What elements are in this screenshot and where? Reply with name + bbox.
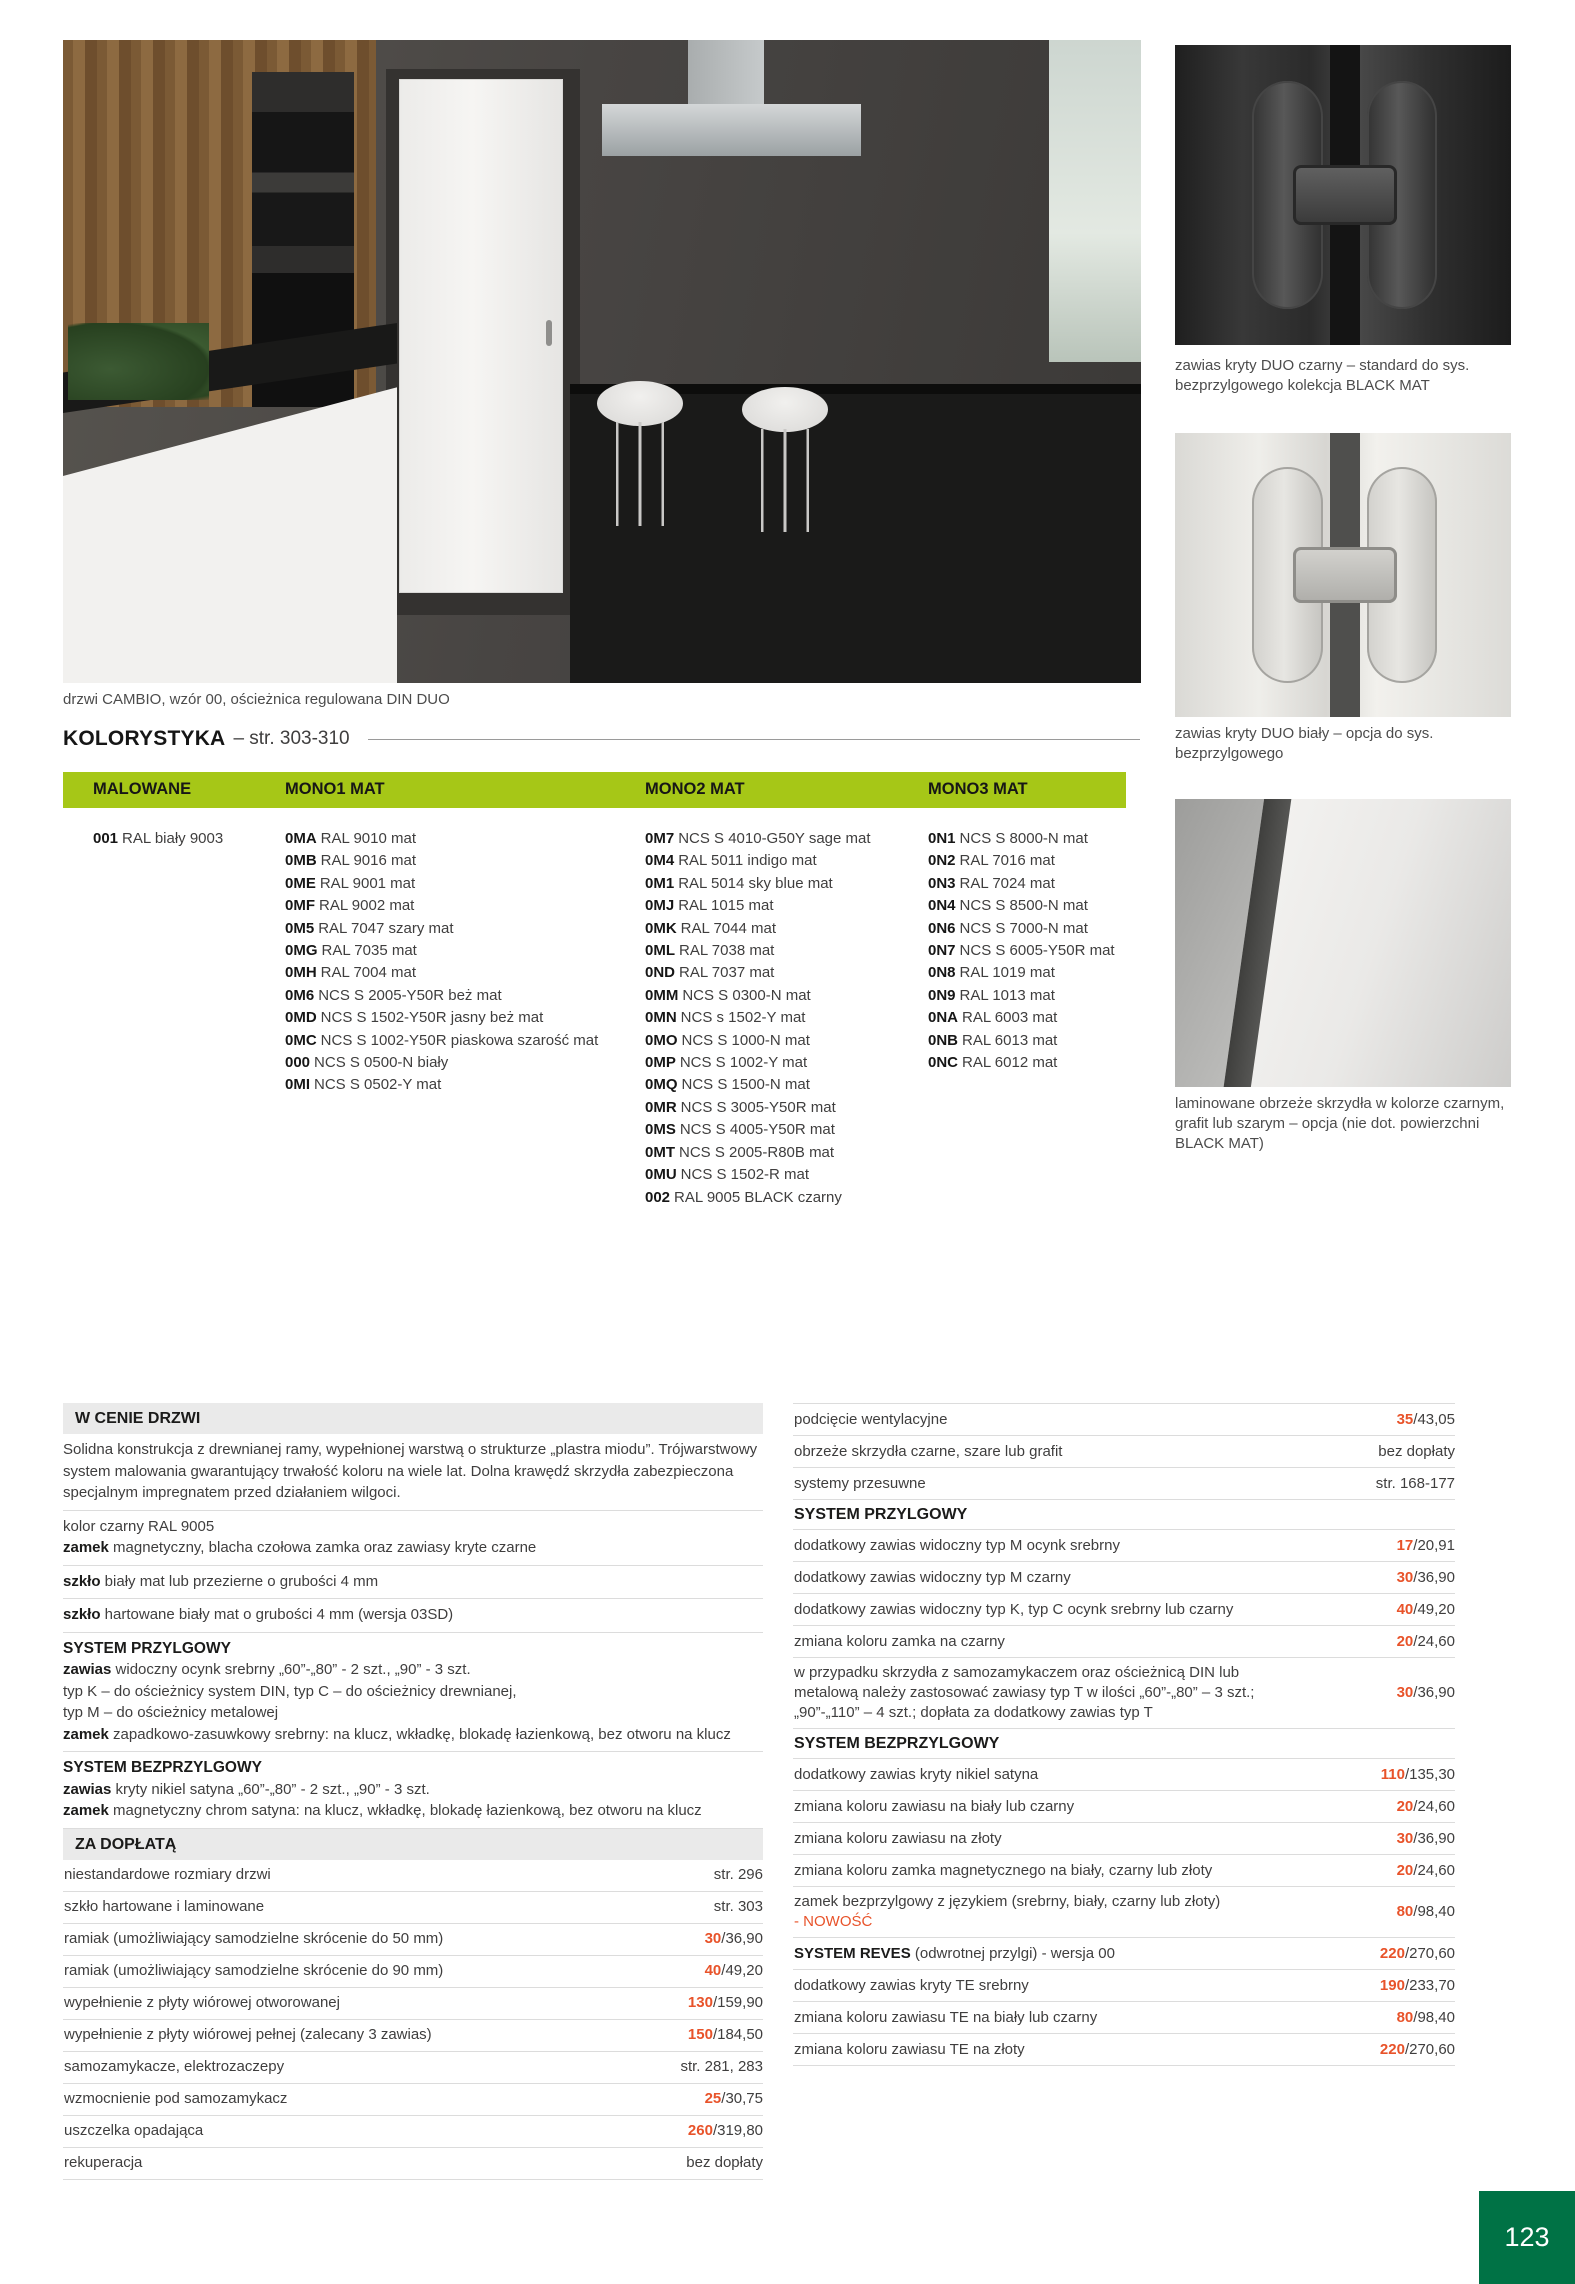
price-row — [793, 1658, 1455, 1729]
color-desc: NCS S 1500-N mat — [681, 1076, 810, 1094]
price-row-label: zmiana koloru zamka magnetycznego na biały, czarny lub złoty — [794, 1861, 1213, 1879]
price-amount: 30 — [1396, 1829, 1414, 1847]
color-code: 0MG — [285, 942, 318, 960]
info-line-bold: zamek — [63, 1539, 109, 1556]
price-row — [63, 1892, 763, 1924]
price-amount: 20 — [1396, 1632, 1414, 1650]
color-code: 0MN — [645, 1009, 677, 1027]
hinge-link — [1293, 547, 1397, 604]
price-row-label: ramiak (umożliwiający samodzielne skrócenie do 90 mm) — [64, 1962, 444, 1979]
price-row-label: wypełnienie z płyty wiórowej pełnej (zalecany 3 zawias) — [64, 2026, 432, 2043]
color-desc: NCS S 4010-G50Y sage mat — [678, 830, 871, 847]
color-desc: NCS S 1502-Y50R jasny beż mat — [320, 1009, 544, 1027]
price-row-value: str. 296 — [713, 1866, 763, 1883]
color-item — [928, 1007, 1115, 1029]
color-code: 0N9 — [928, 986, 956, 1004]
price-amount: 35 — [1396, 1410, 1414, 1428]
color-item — [645, 1052, 871, 1074]
color-code: 0MR — [645, 1098, 677, 1116]
color-item — [645, 1187, 871, 1209]
color-table — [63, 772, 1126, 1238]
info-line-bold: szkło — [63, 1606, 101, 1623]
color-desc: NCS S 1000-N mat — [681, 1031, 810, 1049]
color-code: 0MU — [645, 1166, 677, 1184]
hinge-photo-white — [1175, 433, 1511, 717]
price-row — [793, 2002, 1455, 2034]
price-row-label: dodatkowy zawias widoczny typ M ocynk srebrny — [794, 1536, 1120, 1554]
info-line: szkło hartowane biały mat o grubości 4 mm (wersja 03SD) — [63, 1606, 454, 1623]
price-amount: 20 — [1396, 1797, 1414, 1815]
price-row — [793, 1887, 1455, 1938]
color-item — [928, 985, 1115, 1007]
color-code: 0MT — [645, 1143, 675, 1161]
price-row — [793, 2034, 1455, 2066]
color-desc: NCS S 1002-Y mat — [679, 1054, 808, 1072]
price-row-value: str. 168-177 — [1375, 1474, 1455, 1492]
color-code: 0ME — [285, 874, 316, 892]
color-item — [928, 850, 1115, 872]
color-code: 0NA — [928, 1009, 959, 1027]
price-row-label: podcięcie wentylacyjne — [794, 1410, 948, 1428]
color-item — [645, 1074, 871, 1096]
color-desc: NCS S 2005-R80B mat — [679, 1143, 835, 1161]
price-amount: 110 — [1380, 1765, 1405, 1783]
price-row-value: 20/24,60 — [1396, 1861, 1455, 1879]
white-cabinets — [63, 387, 397, 683]
hood-chimney — [688, 40, 763, 108]
color-item — [285, 1052, 598, 1074]
color-desc: RAL 6012 mat — [962, 1054, 1058, 1072]
color-item — [285, 873, 598, 895]
info-line: zawias kryty nikiel satyna „60”-„80” - 2 szt., „90” - 3 szt. — [63, 1780, 430, 1798]
color-desc: RAL 9010 mat — [320, 830, 417, 847]
color-column-header: MALOWANE — [93, 780, 192, 798]
info-group — [63, 1599, 763, 1633]
kolorystyka-heading — [63, 727, 1140, 751]
color-column-header: MONO3 MAT — [928, 780, 1028, 798]
price-row — [793, 1626, 1455, 1658]
price-row — [793, 1970, 1455, 2002]
color-code: 0NC — [928, 1054, 959, 1072]
surcharge-header: ZA DOPŁATĄ — [63, 1829, 763, 1860]
info-line: SYSTEM BEZPRZYLGOWY — [63, 1759, 262, 1776]
price-row — [793, 1823, 1455, 1855]
price-row — [793, 1855, 1455, 1887]
color-desc: NCS S 0502-Y mat — [314, 1076, 442, 1094]
color-item — [928, 895, 1115, 917]
color-item — [928, 828, 1115, 850]
price-row — [793, 1594, 1455, 1626]
color-desc: NCS S 4005-Y50R mat — [679, 1121, 835, 1139]
price-amount: 220 — [1379, 2040, 1405, 2058]
color-table-header — [63, 772, 1126, 808]
color-item — [645, 1164, 871, 1186]
color-item — [645, 850, 871, 872]
color-desc: RAL 1019 mat — [959, 964, 1055, 982]
subsection-header: SYSTEM BEZPRZYLGOWY — [793, 1729, 1455, 1759]
color-code: 0MA — [285, 830, 317, 847]
info-line-bold: zamek — [63, 1725, 109, 1743]
price-row — [63, 2116, 763, 2148]
price-row-label: wzmocnienie pod samozamykacz — [64, 2090, 288, 2107]
hinge-black-caption: zawias kryty DUO czarny – standard do sys. bezprzylgowego kolekcja BLACK MAT — [1175, 357, 1470, 394]
price-row — [793, 1759, 1455, 1791]
price-amount: 30 — [1396, 1684, 1414, 1701]
color-item — [285, 895, 598, 917]
color-code: 0M4 — [645, 852, 675, 870]
color-item — [645, 828, 871, 850]
color-item — [928, 1052, 1115, 1074]
color-desc: NCS S 2005-Y50R beż mat — [318, 986, 502, 1004]
color-code: 0ML — [645, 942, 675, 960]
price-amount: 17 — [1396, 1536, 1414, 1554]
info-line: zamek zapadkowo-zasuwkowy srebrny: na klucz, wkładkę, blokadę łazienkową, bez otworu na klucz — [63, 1725, 731, 1743]
color-item — [645, 873, 871, 895]
color-item — [928, 918, 1115, 940]
price-row-value: 220/270,60 — [1379, 2040, 1455, 2058]
price-row-value: str. 281, 283 — [680, 2058, 763, 2075]
color-code: 002 — [645, 1188, 671, 1206]
color-item — [928, 873, 1115, 895]
color-code: 0MQ — [645, 1076, 678, 1094]
cooker-hood — [602, 104, 861, 155]
included-header: W CENIE DRZWI — [63, 1403, 763, 1434]
color-desc: RAL 1013 mat — [959, 986, 1055, 1004]
color-desc: RAL biały 9003 — [122, 830, 224, 847]
color-item — [645, 985, 871, 1007]
info-line: Solidna konstrukcja z drewnianej ramy, wypełnionej warstwą o strukturze „plastra miodu”. Trójwarstwowy system malowania gwarantujący trwałość koloru na wiele lat. Dolna krawędź skrzydła zabezpieczona specjalnym impregnatem przed działaniem wilgoci. — [63, 1441, 758, 1501]
price-row-value: 220/270,60 — [1379, 1944, 1455, 1962]
price-amount: 190 — [1379, 1976, 1405, 1994]
color-item — [645, 1142, 871, 1164]
color-code: 0MC — [285, 1031, 317, 1049]
color-code: 0MM — [645, 986, 679, 1004]
color-code: 0M6 — [285, 986, 315, 1004]
price-row — [63, 2084, 763, 2116]
color-desc: RAL 6003 mat — [962, 1009, 1058, 1027]
price-row-value: 35/43,05 — [1396, 1410, 1455, 1428]
color-code: 0N1 — [928, 830, 956, 847]
info-group — [63, 1633, 763, 1753]
price-row-label: ramiak (umożliwiający samodzielne skrócenie do 50 mm) — [64, 1930, 444, 1947]
price-row — [63, 1956, 763, 1988]
price-row — [793, 1468, 1455, 1500]
color-item — [928, 962, 1115, 984]
hinge-photo-black — [1175, 45, 1511, 345]
price-amount: 30 — [1396, 1568, 1414, 1586]
price-row-value: 80/98,40 — [1396, 1903, 1455, 1920]
price-amount: 30 — [704, 1930, 722, 1947]
price-amount: 260 — [687, 2122, 713, 2139]
section-title: KOLORYSTYKA — [63, 727, 226, 750]
price-row-value: bez dopłaty — [686, 2154, 763, 2171]
color-column — [645, 828, 871, 1209]
info-line-bold: zamek — [63, 1802, 109, 1819]
price-row-value: 25/30,75 — [704, 2090, 763, 2107]
price-row — [63, 1988, 763, 2020]
color-desc: NCS S 7000-N mat — [959, 919, 1088, 937]
price-row-label: SYSTEM REVES (odwrotnej przylgi) - wersja 00 — [794, 1944, 1115, 1962]
info-line: SYSTEM PRZYLGOWY — [63, 1639, 231, 1657]
price-row — [63, 1860, 763, 1892]
color-code: 0MS — [645, 1121, 676, 1139]
color-code: 0MD — [285, 1009, 317, 1027]
color-item — [645, 1119, 871, 1141]
info-group — [63, 1566, 763, 1600]
price-row-value: 20/24,60 — [1396, 1797, 1455, 1815]
color-desc: RAL 5011 indigo mat — [678, 852, 817, 870]
price-row-label: zmiana koloru zawiasu TE na biały lub czarny — [794, 2008, 1098, 2026]
new-badge: - NOWOŚĆ — [794, 1913, 873, 1930]
price-row-value: 190/233,70 — [1379, 1976, 1455, 1994]
bar-stool — [597, 381, 683, 426]
price-row-label: dodatkowy zawias kryty TE srebrny — [794, 1976, 1029, 1994]
price-row-value: 150/184,50 — [687, 2026, 763, 2043]
price-row-label: zmiana koloru zamka na czarny — [794, 1632, 1005, 1650]
price-row-label: zamek bezprzylgowy z językiem (srebrny, biały, czarny lub złoty) - NOWOŚĆ — [793, 1890, 1292, 1934]
color-item — [645, 962, 871, 984]
price-row-label: rekuperacja — [64, 2154, 143, 2171]
color-item — [645, 940, 871, 962]
color-table-body — [63, 808, 1126, 1238]
color-desc: RAL 7016 mat — [959, 852, 1055, 870]
subsection-header: SYSTEM PRZYLGOWY — [793, 1500, 1455, 1530]
price-row — [793, 1436, 1455, 1468]
price-amount: 150 — [687, 2026, 713, 2043]
divider-line — [368, 739, 1140, 740]
price-row — [63, 2148, 763, 2180]
hinge-white-caption: zawias kryty DUO biały – opcja do sys. bezprzylgowego — [1175, 725, 1434, 762]
color-column-header: MONO2 MAT — [645, 780, 745, 798]
color-code: 0N2 — [928, 852, 956, 870]
color-item — [285, 828, 598, 850]
price-row-value: 40/49,20 — [1396, 1600, 1455, 1618]
price-row-value: 130/159,90 — [687, 1994, 763, 2011]
color-code: 0ND — [645, 964, 676, 982]
color-code: 0MO — [645, 1031, 678, 1049]
color-desc: NCS S 0300-N mat — [682, 986, 811, 1004]
color-desc: RAL 7004 mat — [320, 964, 417, 982]
color-desc: NCS S 6005-Y50R mat — [959, 942, 1115, 960]
price-row-label: niestandardowe rozmiary drzwi — [64, 1866, 271, 1883]
color-code: 0M1 — [645, 874, 675, 892]
color-desc: RAL 9005 BLACK czarny — [674, 1188, 842, 1206]
price-row — [63, 2020, 763, 2052]
color-code: 0NB — [928, 1031, 959, 1049]
color-code: 0N8 — [928, 964, 956, 982]
color-desc: RAL 7035 mat — [321, 942, 417, 960]
color-desc: RAL 7038 mat — [679, 942, 775, 960]
color-item — [285, 1074, 598, 1096]
price-row — [63, 2052, 763, 2084]
color-code: 0N4 — [928, 897, 956, 915]
price-row-label: uszczelka opadająca — [64, 2122, 204, 2139]
surcharge-rows — [63, 1860, 763, 2180]
info-group — [63, 1752, 763, 1829]
info-line: typ K – do ościeżnicy system DIN, typ C – do ościeżnicy drewnianej, — [63, 1682, 517, 1700]
price-row — [63, 1924, 763, 1956]
color-desc: RAL 7047 szary mat — [318, 919, 454, 937]
price-row-label: dodatkowy zawias kryty nikiel satyna — [794, 1765, 1039, 1783]
price-amount: 80 — [1396, 1903, 1414, 1920]
price-row-value: 30/36,90 — [704, 1930, 763, 1947]
price-row — [793, 1530, 1455, 1562]
color-desc: RAL 1015 mat — [678, 897, 774, 915]
color-desc: RAL 9001 mat — [319, 874, 416, 892]
color-code: 0MB — [285, 852, 317, 870]
color-column — [93, 828, 223, 850]
color-code: 0MJ — [645, 897, 675, 915]
price-row — [793, 1791, 1455, 1823]
color-code: 000 — [285, 1054, 311, 1072]
price-amount: 40 — [704, 1962, 722, 1979]
color-desc: NCS S 3005-Y50R mat — [680, 1098, 836, 1116]
price-row-value: bez dopłaty — [1378, 1442, 1455, 1460]
color-desc: NCS S 8000-N mat — [959, 830, 1088, 847]
edge-caption: laminowane obrzeże skrzydła w kolorze czarnym, grafit lub szarym – opcja (nie dot. powierzchni BLACK MAT) — [1175, 1095, 1505, 1152]
color-desc: NCS s 1502-Y mat — [680, 1009, 806, 1027]
kitchen-photo — [63, 40, 1141, 683]
color-code: 0N3 — [928, 874, 956, 892]
color-item — [285, 850, 598, 872]
color-desc: RAL 6013 mat — [962, 1031, 1058, 1049]
color-desc: NCS S 8500-N mat — [959, 897, 1088, 915]
color-code: 0MI — [285, 1076, 311, 1094]
info-line: kolor czarny RAL 9005 — [63, 1517, 215, 1535]
color-item — [645, 1007, 871, 1029]
color-item — [285, 1030, 598, 1052]
price-row-value: 80/98,40 — [1396, 2008, 1455, 2026]
hinge-link — [1293, 165, 1397, 225]
info-group — [63, 1511, 763, 1566]
price-row-label: obrzeże skrzydła czarne, szare lub grafit — [794, 1442, 1063, 1460]
price-row-label: dodatkowy zawias widoczny typ M czarny — [794, 1568, 1071, 1586]
price-row-value: 20/24,60 — [1396, 1632, 1455, 1650]
color-item — [645, 918, 871, 940]
color-code: 0MP — [645, 1054, 676, 1072]
color-desc: RAL 7044 mat — [680, 919, 777, 937]
price-amount: 130 — [687, 1994, 713, 2011]
color-code: 0MF — [285, 897, 315, 915]
price-row-label: w przypadku skrzydła z samozamykaczem oraz ościeżnicą DIN lub metalową należy zastosować zawiasy typ T w ilości „60”-„80” – 3 szt.; „90”-„110” – 4 szt.; dopłata za dodatkowy zawias typ T — [794, 1664, 1255, 1721]
section-page-ref: – str. 303-310 — [233, 728, 350, 749]
price-row-label: systemy przesuwne — [794, 1474, 926, 1492]
window-area — [1049, 40, 1141, 362]
color-code: 0N7 — [928, 942, 956, 960]
color-item — [285, 1007, 598, 1029]
included-groups — [63, 1434, 763, 1829]
price-row — [793, 1404, 1455, 1436]
color-code: 0MH — [285, 964, 317, 982]
price-amount: 25 — [704, 2090, 722, 2107]
price-row-value: 40/49,20 — [704, 1962, 763, 1979]
color-desc: RAL 7037 mat — [679, 964, 775, 982]
door-edge-photo — [1175, 799, 1511, 1087]
price-row-label: zmiana koloru zawiasu TE na złoty — [794, 2040, 1025, 2058]
main-photo-caption: drzwi CAMBIO, wzór 00, ościeżnica regulowana DIN DUO — [63, 691, 450, 708]
color-desc: NCS S 0500-N biały — [314, 1054, 449, 1072]
included-panel — [63, 1403, 763, 2180]
color-code: 0MK — [645, 919, 677, 937]
color-item — [93, 828, 223, 850]
page-number: 123 — [1479, 2191, 1575, 2284]
color-desc: RAL 7024 mat — [959, 874, 1055, 892]
info-line: zamek magnetyczny, blacha czołowa zamka oraz zawiasy kryte czarne — [63, 1539, 537, 1556]
color-desc: RAL 9002 mat — [319, 897, 415, 915]
color-item — [285, 940, 598, 962]
price-row — [793, 1562, 1455, 1594]
price-amount: 40 — [1396, 1600, 1414, 1618]
price-row-value: 260/319,80 — [687, 2122, 763, 2139]
price-row-value: str. 303 — [713, 1898, 763, 1915]
info-line: szkło biały mat lub przezierne o grubości 4 mm — [63, 1572, 379, 1590]
price-amount: 20 — [1396, 1861, 1414, 1879]
color-item — [928, 940, 1115, 962]
price-row-label: dodatkowy zawias widoczny typ K, typ C ocynk srebrny lub czarny — [794, 1600, 1234, 1618]
info-line-bold: zawias — [63, 1661, 112, 1678]
color-code: 0N6 — [928, 919, 956, 937]
color-code: 0M5 — [285, 919, 315, 937]
surcharge-panel-right — [793, 1403, 1455, 2066]
door-leaf — [399, 79, 563, 593]
color-item — [285, 962, 598, 984]
color-item — [645, 1030, 871, 1052]
price-row-label: zmiana koloru zawiasu na biały lub czarny — [794, 1797, 1075, 1815]
color-item — [285, 918, 598, 940]
color-item — [645, 895, 871, 917]
info-line: typ M – do ościeżnicy metalowej — [63, 1704, 279, 1721]
price-row-value: 17/20,91 — [1396, 1536, 1455, 1554]
color-column-header: MONO1 MAT — [285, 780, 385, 798]
price-row-label: zmiana koloru zawiasu na złoty — [794, 1829, 1002, 1847]
color-code: 0M7 — [645, 830, 675, 847]
color-desc: RAL 5014 sky blue mat — [678, 874, 833, 892]
color-desc: NCS S 1502-R mat — [680, 1166, 810, 1184]
color-desc: NCS S 1002-Y50R piaskowa szarość mat — [320, 1031, 599, 1049]
info-line: zamek magnetyczny chrom satyna: na klucz, wkładkę, blokadę łazienkową, bez otworu na klucz — [63, 1802, 702, 1819]
color-item — [285, 985, 598, 1007]
price-row-value: 30/36,90 — [1396, 1684, 1455, 1701]
price-row-label: samozamykacze, elektrozaczepy — [64, 2058, 285, 2075]
price-row-value: 110/135,30 — [1380, 1765, 1455, 1783]
price-row-value: 30/36,90 — [1396, 1568, 1455, 1586]
price-row-label: szkło hartowane i laminowane — [64, 1898, 265, 1915]
color-code: 001 — [93, 830, 119, 847]
color-column — [285, 828, 598, 1097]
price-label-bold: SYSTEM REVES — [794, 1944, 911, 1962]
info-line-bold: zawias — [63, 1780, 112, 1798]
color-column — [928, 828, 1115, 1074]
info-line-bold: szkło — [63, 1572, 101, 1590]
price-row — [793, 1938, 1455, 1970]
color-item — [928, 1030, 1115, 1052]
price-row-value: 30/36,90 — [1396, 1829, 1455, 1847]
price-row-label: wypełnienie z płyty wiórowej otworowanej — [64, 1994, 340, 2011]
color-item — [645, 1097, 871, 1119]
price-amount: 220 — [1379, 1944, 1405, 1962]
plant — [68, 323, 208, 400]
price-amount: 80 — [1396, 2008, 1414, 2026]
info-group — [63, 1434, 763, 1511]
color-desc: RAL 9016 mat — [320, 852, 417, 870]
info-line: zawias widoczny ocynk srebrny „60”-„80” - 2 szt., „90” - 3 szt. — [63, 1661, 471, 1678]
